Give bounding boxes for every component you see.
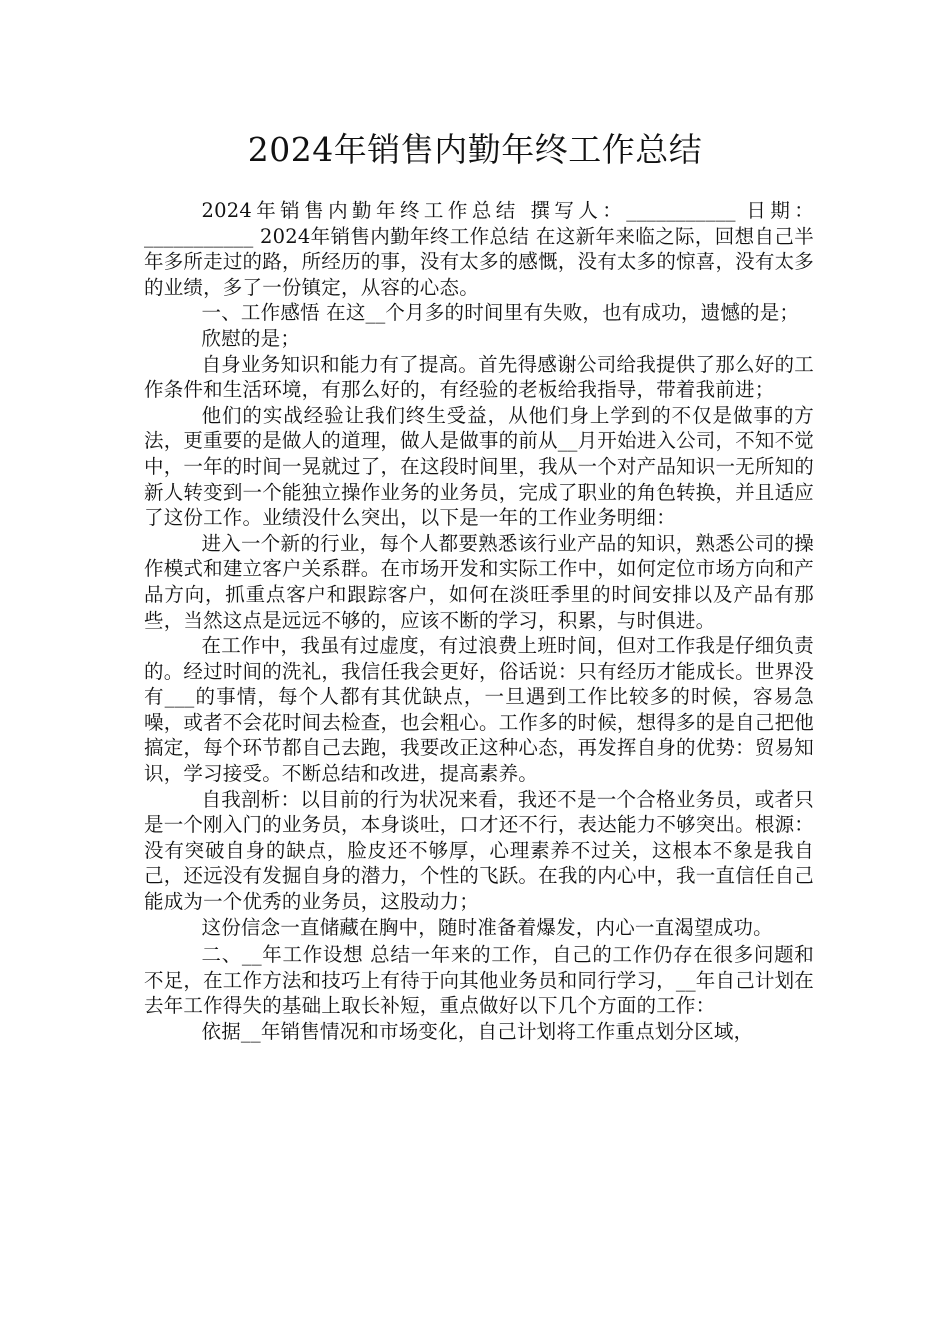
paragraph-self-analysis: 自我剖析：以目前的行为状况来看，我还不是一个合格业务员，或者只是一个刚入门的业务员，本身谈吐，口才还不行，表达能力不够突出。根源：没有突破自身的缺点，脸皮还不够厚，心理素养不过关，这根本不象是我自己，还远没有发掘自身的潜力，个性的飞跃。在我的内心中，我一直信任自己能成为一个优秀的业务员，这股动力； <box>144 787 814 914</box>
paragraph-new-industry: 进入一个新的行业，每个人都要熟悉该行业产品的知识，熟悉公司的操作模式和建立客户关系群。在市场开发和实际工作中，如何定位市场方向和产品方向，抓重点客户和跟踪客户，如何在淡旺季里的时间安排以及产品有那些，当然这点是远远不够的，应该不断的学习，积累，与时俱进。 <box>144 531 814 632</box>
paragraph-section-2-heading: 二、__年工作设想 总结一年来的工作，自己的工作仍存在很多问题和不足，在工作方法和技巧上有待于向其他业务员和同行学习，__年自己计划在去年工作得失的基础上取长补短，重点做好以下几个方面的工作： <box>144 943 815 1018</box>
paragraph-skills-improved: 自身业务知识和能力有了提高。首先得感谢公司给我提供了那么好的工作条件和生活环境，有那么好的，有经验的老板给我指导，带着我前进； <box>144 352 814 402</box>
paragraph-section-1-heading: 一、工作感悟 在这__个月多的时间里有失败，也有成功，遗憾的是； <box>201 301 800 325</box>
paragraph-gratified: 欣慰的是； <box>201 326 301 350</box>
paragraph-at-work: 在工作中，我虽有过虚度，有过浪费上班时间，但对工作我是仔细负责的。经过时间的洗礼，我信任我会更好，俗话说：只有经历才能成长。世界没有___的事情，每个人都有其优缺点，一旦遇到工作比较多的时候，容易急噪，或者不会花时间去检查，也会粗心。工作多的时候，想得多的是自己把他搞定，每个环节都自己去跑，我要改正这种心态，再发挥自身的优势：贸易知识，学习接受。不断总结和改进，提高素养。 <box>144 634 814 786</box>
document-body <box>144 198 814 1045</box>
paragraph-intro: 2024年销售内勤年终工作总结 撰写人：___________ 日期：___________ 2024年销售内勤年终工作总结 在这新年来临之际，回想自己半年多所走过的路，所经历的事，没有太多的感慨，没有太多的惊喜，没有太多的业绩，多了一份镇定，从容的心态。 <box>144 199 814 299</box>
paragraph-experience: 他们的实战经验让我们终生受益，从他们身上学到的不仅是做事的方法，更重要的是做人的道理，做人是做事的前从__月开始进入公司，不知不觉中，一年的时间一晃就过了，在这段时间里，我从一个对产品知识一无所知的新人转变到一个能独立操作业务的业务员，完成了职业的角色转换，并且适应了这份工作。业绩没什么突出，以下是一年的工作业务明细： <box>144 403 815 530</box>
paragraph-belief: 这份信念一直储藏在胸中，随时准备着爆发，内心一直渴望成功。 <box>201 915 773 939</box>
paragraph-plan: 依据__年销售情况和市场变化，自己计划将工作重点划分区域， <box>201 1020 754 1043</box>
document-title: 2024年销售内勤年终工作总结 <box>247 130 703 169</box>
